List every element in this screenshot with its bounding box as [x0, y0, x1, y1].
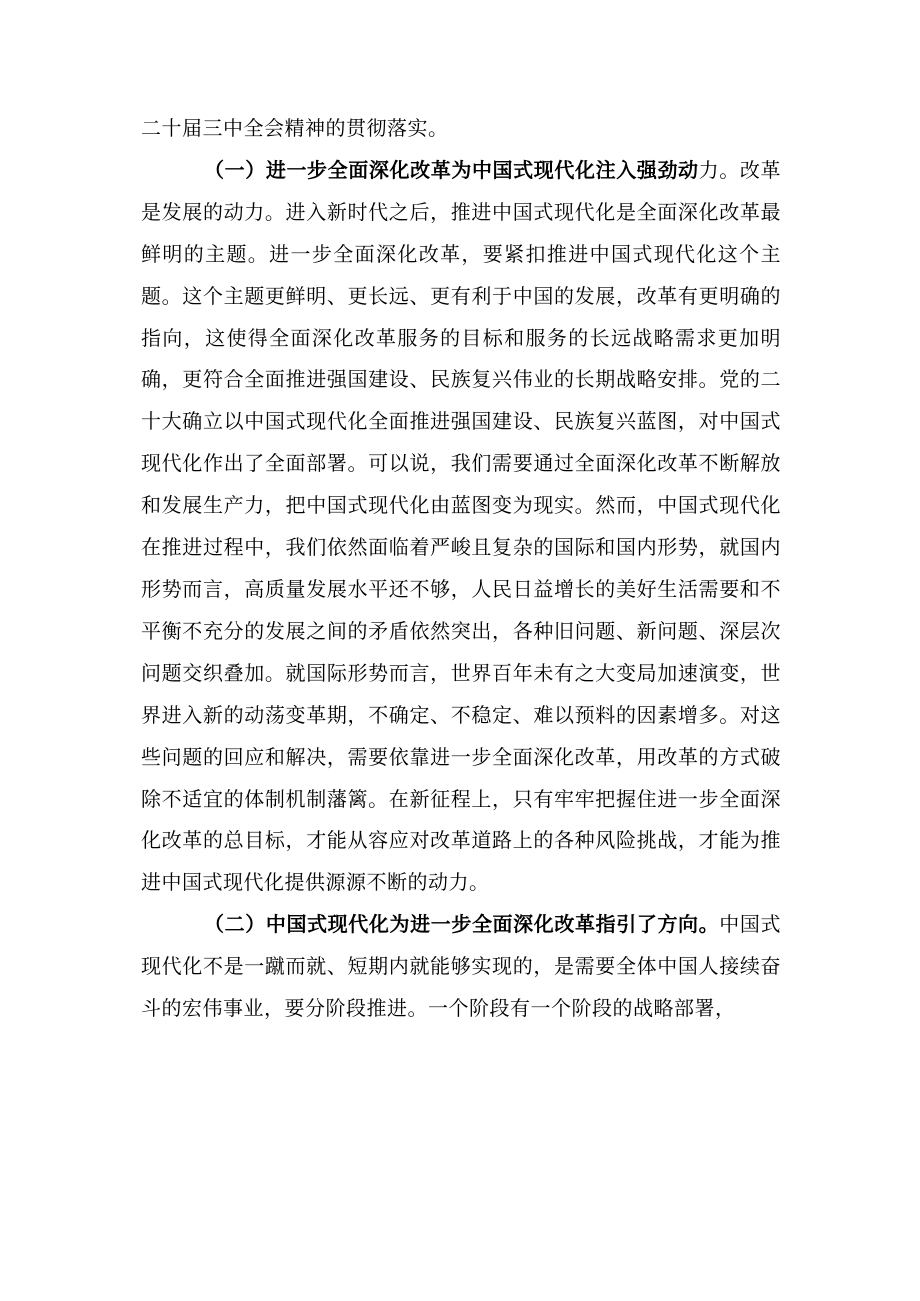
section-heading-1: （一）进一步全面深化改革为中国式现代化注入强劲动 — [204, 157, 699, 182]
paragraph-continued — [141, 108, 781, 150]
section-heading-2: （二）中国式现代化为进一步全面深化改革指引了方向。 — [204, 912, 720, 937]
paragraph-section-1 — [141, 150, 781, 904]
paragraph-body: 二十届三中全会精神的贯彻落实。 — [141, 116, 449, 140]
paragraph-body: 力。改革是发展的动力。进入新时代之后，推进中国式现代化是全面深化改革最鲜明的主题。进一步全面深化改革，要紧扣推进中国式现代化这个主题。这个主题更鲜明、更长远、更有利于中国的发展，改革有更明确的指向，这使得全面深化改革服务的目标和服务的长远战略需求更加明确，更符合全面推进强国建设、民族复兴伟业的长期战略安排。党的二十大确立以中国式现代化全面推进强国建设、民族复兴蓝图，对中国式现代化作出了全面部署。可以说，我们需要通过全面深化改革不断解放和发展生产力，把中国式现代化由蓝图变为现实。然而，中国式现代化在推进过程中，我们依然面临着严峻且复杂的国际和国内形势，就国内形势而言，高质量发展水平还不够，人民日益增长的美好生活需要和不平衡不充分的发展之间的矛盾依然突出，各种旧问题、新问题、深层次问题交织叠加。就国际形势而言，世界百年未有之大变局加速演变，世界进入新的动荡变革期，不确定、不稳定、难以预料的因素增多。对这些问题的回应和解决，需要依靠进一步全面深化改革，用改革的方式破除不适宜的体制机制藩篱。在新征程上，只有牢牢把握住进一步全面深化改革的总目标，才能从容应对改革道路上的各种风险挑战，才能为推进中国式现代化提供源源不断的动力。 — [141, 157, 782, 895]
document-body — [141, 108, 781, 1030]
paragraph-body: 中国式现代化不是一蹴而就、短期内就能够实现的，是需要全体中国人接续奋斗的宏伟事业，要分阶段推进。一个阶段有一个阶段的战略部署， — [141, 912, 782, 1021]
paragraph-section-2 — [141, 904, 781, 1030]
